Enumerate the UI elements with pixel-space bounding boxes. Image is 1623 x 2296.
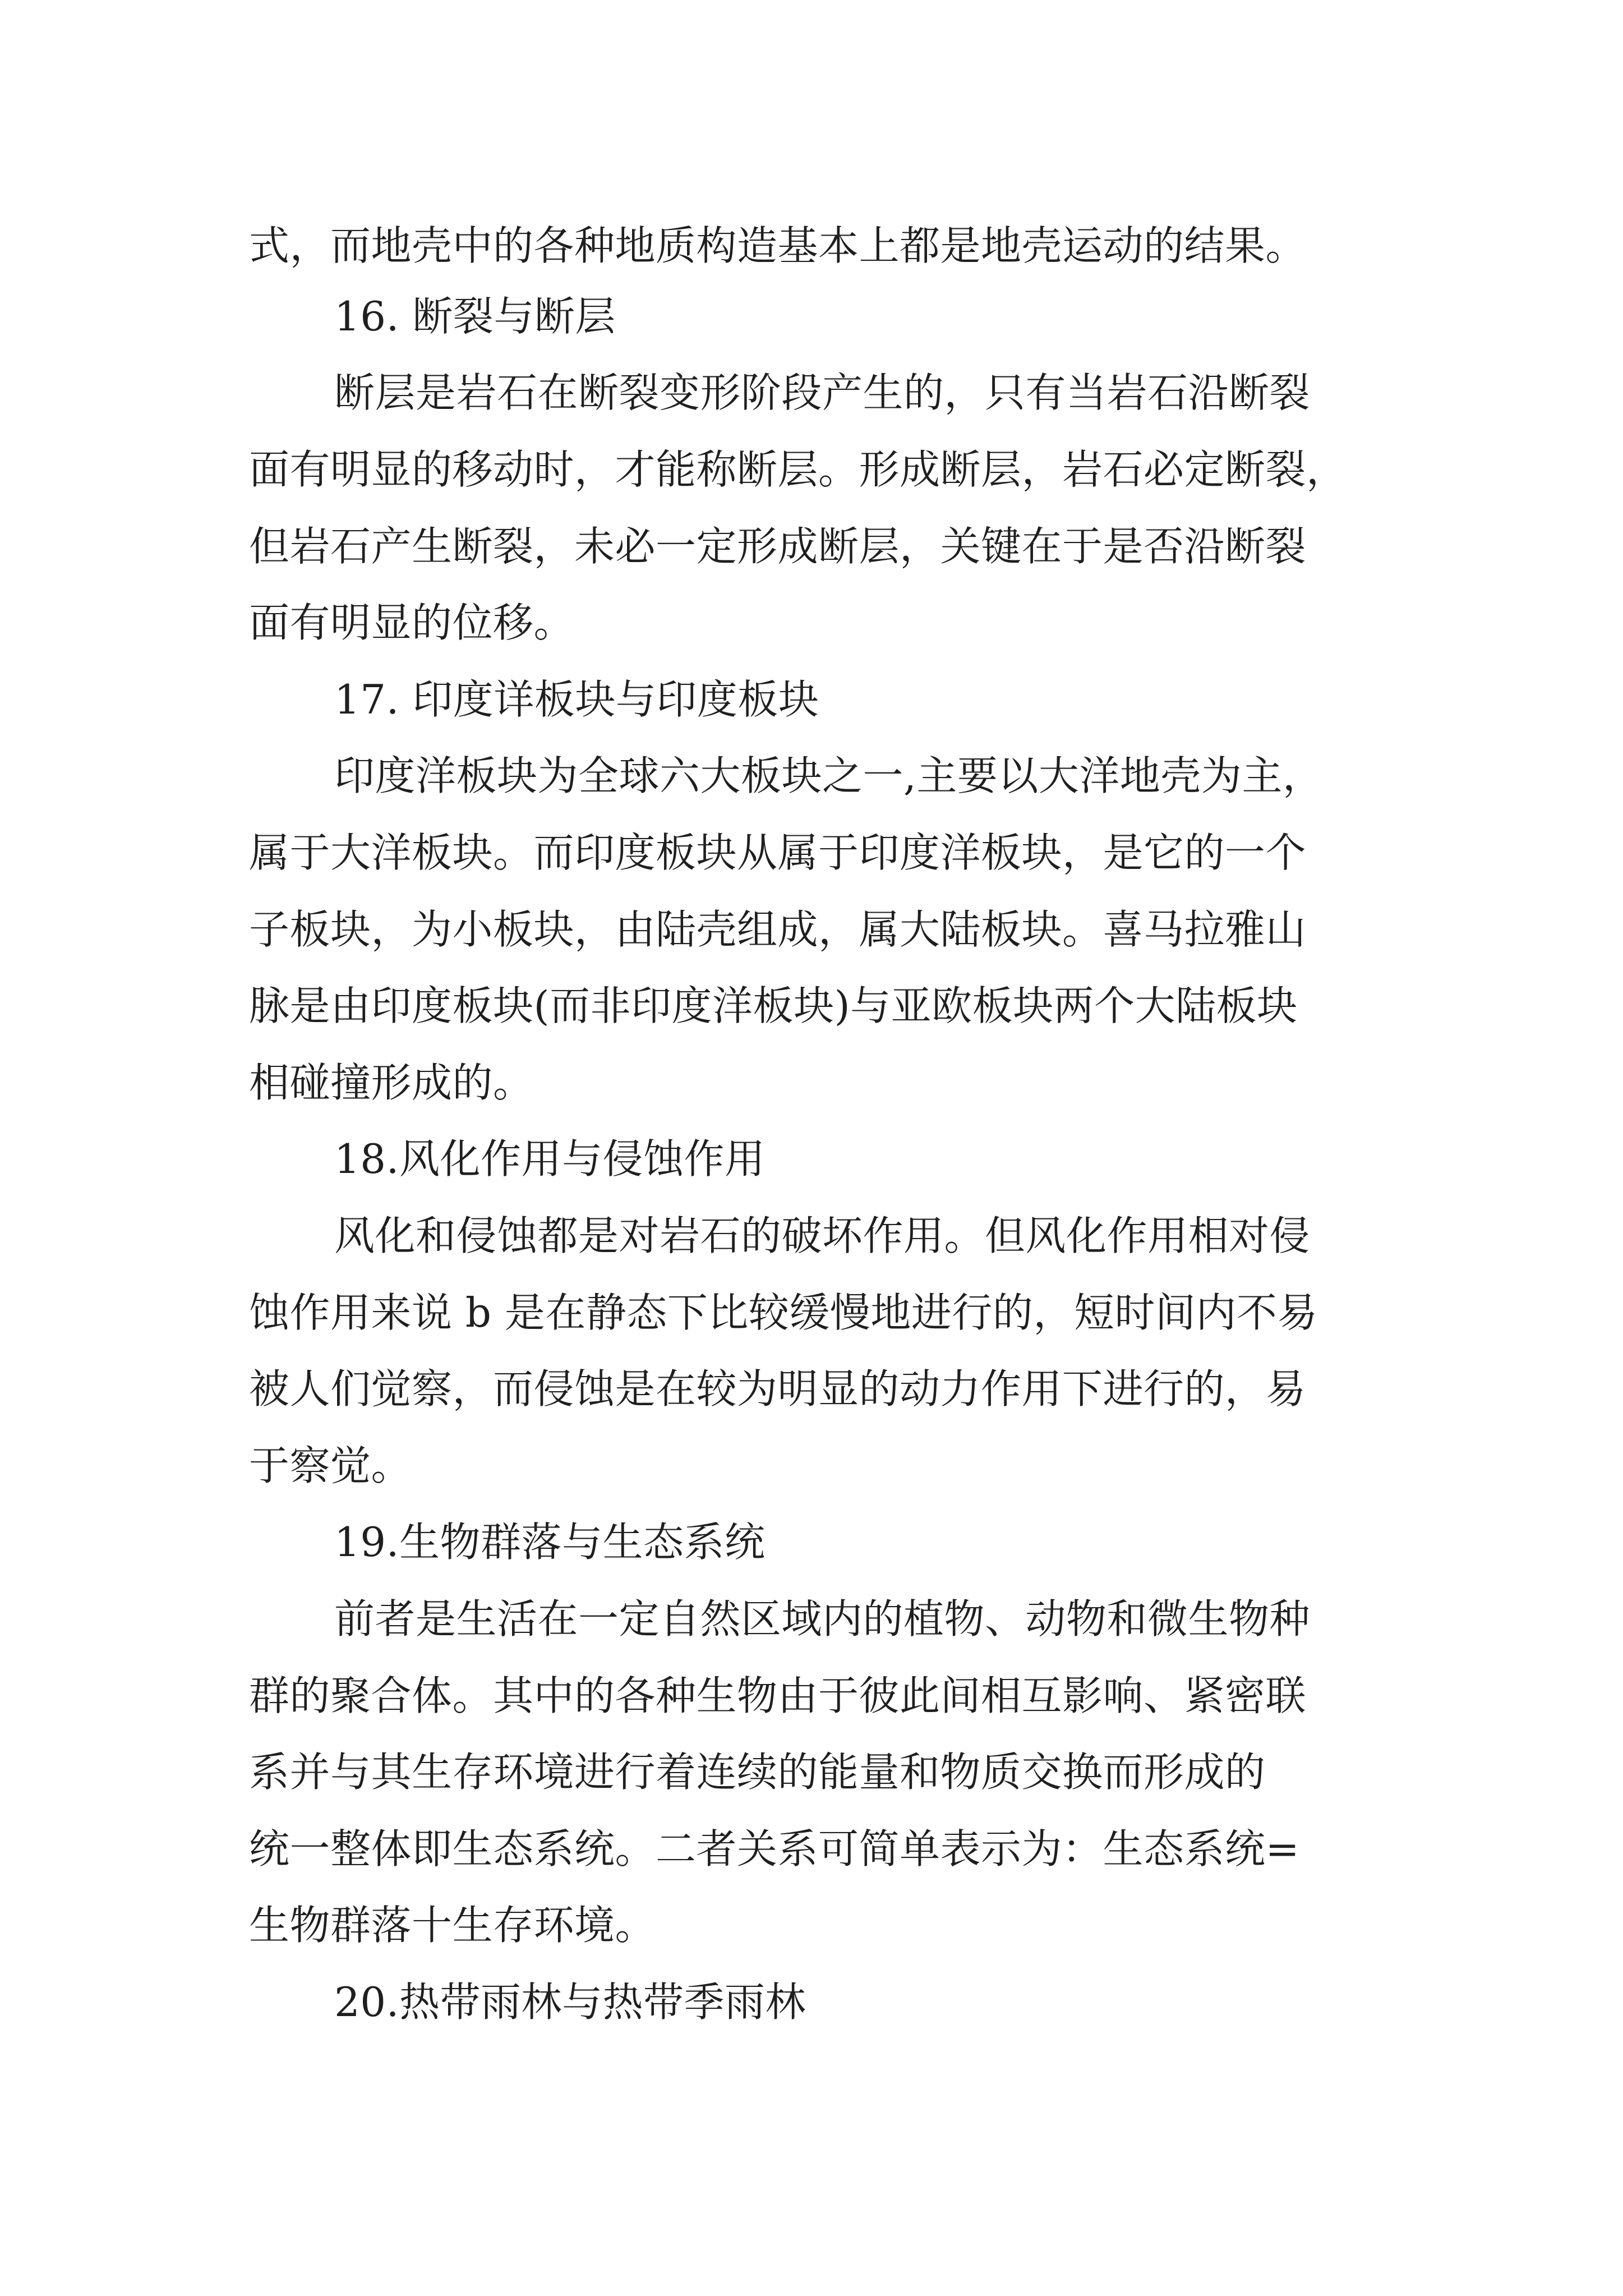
text-line: 断层是岩石在断裂变形阶段产生的，只有当岩石沿断裂 [334,369,1311,416]
text-line: 但岩石产生断裂，未必一定形成断层，关键在于是否沿断裂 [249,523,1307,570]
section-heading-20: 20.热带雨林与热带季雨林 [334,1978,806,2026]
text-line: 前者是生活在一定自然区域内的植物、动物和微生物种 [334,1595,1311,1642]
text-line: 于察觉。 [249,1442,412,1489]
text-line: 面有明显的位移。 [249,599,575,646]
section-heading-18: 18.风化作用与侵蚀作用 [334,1135,766,1182]
text-line: 风化和侵蚀都是对岩石的破坏作用。但风化作用相对侵 [334,1212,1311,1259]
text-line: 系并与其生存环境进行着连续的能量和物质交换而形成的 [249,1749,1266,1796]
text-line: 蚀作用来说 b 是在静态下比较缓慢地进行的，短时间内不易 [249,1289,1318,1336]
text-line: 生物群落十生存环境。 [249,1902,656,1949]
text-line: 相碰撞形成的。 [249,1059,534,1106]
text-line: 统一整体即生态系统。二者关系可简单表示为：生态系统= [249,1825,1300,1872]
text-line: 式，而地壳中的各种地质构造基本上都是地壳运动的结果。 [249,222,1307,269]
text-line: 脉是由印度板块(而非印度洋板块)与亚欧板块两个大陆板块 [249,982,1298,1029]
section-heading-19: 19.生物群落与生态系统 [334,1519,766,1566]
text-line: 被人们觉察，而侵蚀是在较为明显的动力作用下进行的，易 [249,1365,1307,1412]
section-heading-16: 16. 断裂与断层 [334,293,616,340]
text-line: 面有明显的移动时，才能称断层。形成断层，岩石必定断裂， [249,446,1347,493]
text-line: 印度洋板块为全球六大板块之一,主要以大洋地壳为主， [334,752,1324,799]
text-line: 属于大洋板块。而印度板块从属于印度洋板块，是它的一个 [249,829,1307,876]
section-heading-17: 17. 印度详板块与印度板块 [334,676,819,723]
text-line: 群的聚合体。其中的各种生物由于彼此间相互影响、紧密联 [249,1672,1307,1719]
text-line: 子板块，为小板块，由陆壳组成，属大陆板块。喜马拉雅山 [249,906,1307,953]
